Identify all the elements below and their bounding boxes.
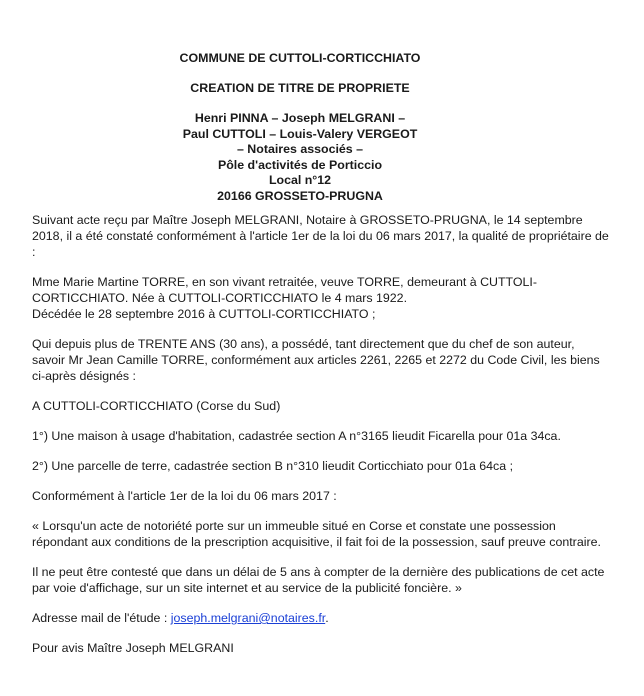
notice-body: [32, 212, 622, 670]
office-address-line-1: Pôle d'activités de Porticcio: [217, 157, 383, 172]
office-address-line-3: 20166 GROSSETO-PRUGNA: [217, 188, 383, 203]
email-tail: .: [325, 611, 329, 625]
office-address-line-2: Local n°12: [268, 173, 332, 188]
paragraph-location: A CUTTOLI-CORTICCHIATO (Corse du Sud): [32, 399, 281, 413]
paragraph-quote-2: [32, 564, 622, 596]
paragraph-quote-1: [32, 518, 622, 550]
deed-line-2: 2018, il a été constaté conformément à l'article 1er de la loi du 06 mars 2017, la qualité de propriétaire de: [32, 229, 609, 243]
deed-line-3: :: [32, 245, 36, 259]
possession-line-2: savoir Mr Jean Camille TORRE, conformément aux articles 2261, 2265 et 2272 du Code Civil, les biens: [32, 353, 600, 367]
owner-line-2: CORTICCHIATO. Née à CUTTOLI-CORTICCHIATO le 4 mars 1922.: [32, 291, 408, 305]
quote-1-line-2: répondant aux conditions de la prescription acquisitive, il fait foi de la possession, sauf preuve contraire.: [32, 535, 601, 549]
quote-2-line-2: par voie d'affichage, sur un site internet et au service de la publicité foncière. »: [32, 581, 462, 595]
paragraph-email: [32, 610, 622, 626]
paragraph-closing: Pour avis Maître Joseph MELGRANI: [32, 641, 234, 655]
quote-1-line-1: « Lorsqu'un acte de notoriété porte sur un immeuble situé en Corse et constate une possession: [32, 519, 556, 533]
notaries-line-3: – Notaires associés –: [236, 142, 364, 157]
email-label: Adresse mail de l'étude :: [32, 611, 171, 625]
owner-line-1: Mme Marie Martine TORRE, en son vivant retraitée, veuve TORRE, demeurant à CUTTOLI-: [32, 275, 537, 289]
possession-line-3: ci-après désignés :: [32, 369, 136, 383]
commune-heading: COMMUNE DE CUTTOLI-CORTICCHIATO: [179, 51, 421, 65]
notaries-line-1: Henri PINNA – Joseph MELGRANI –: [194, 111, 406, 125]
possession-line-1: Qui depuis plus de TRENTE ANS (30 ans), a possédé, tant directement que du chef de son auteur,: [32, 337, 575, 351]
paragraph-possession: [32, 336, 622, 384]
deed-line-1: Suivant acte reçu par Maître Joseph MELGRANI, Notaire à GROSSETO-PRUGNA, le 14 septembre: [32, 213, 583, 227]
owner-line-3: Décédée le 28 septembre 2016 à CUTTOLI-CORTICCHIATO ;: [32, 307, 376, 321]
email-link[interactable]: joseph.melgrani@notaires.fr: [170, 611, 326, 625]
notary-office-block: [0, 111, 600, 205]
paragraph-property-2: 2°) Une parcelle de terre, cadastrée section B n°310 lieudit Corticchiato pour 01a 64ca ;: [32, 459, 514, 473]
paragraph-owner: [32, 274, 622, 322]
document-subject-heading: CREATION DE TITRE DE PROPRIETE: [190, 81, 410, 95]
notaries-line-2: Paul CUTTOLI – Louis-Valery VERGEOT: [182, 126, 418, 141]
paragraph-law-reference: Conformément à l'article 1er de la loi du 06 mars 2017 :: [32, 489, 337, 503]
paragraph-property-1: 1°) Une maison à usage d'habitation, cadastrée section A n°3165 lieudit Ficarella pour 01a 34ca.: [32, 429, 561, 443]
quote-2-line-1: Il ne peut être contesté que dans un délai de 5 ans à compter de la dernière des publications de cet acte: [32, 565, 605, 579]
paragraph-deed-statement: [32, 212, 622, 260]
